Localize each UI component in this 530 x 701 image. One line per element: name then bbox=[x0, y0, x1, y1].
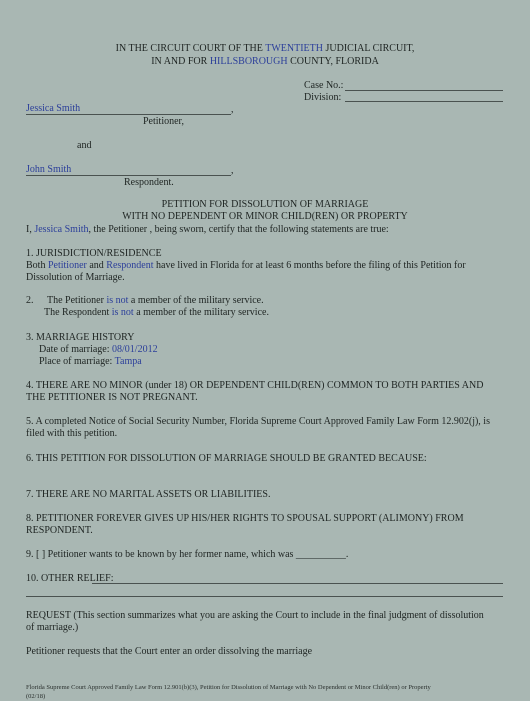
section-5-line2: filed with this petition. bbox=[26, 428, 118, 439]
other-relief-line2 bbox=[26, 596, 503, 597]
section-6-line1: 6. THIS PETITION FOR DISSOLUTION OF MARRIAGE SHOULD BE GRANTED BECAUSE: bbox=[26, 453, 427, 464]
header-text: IN THE CIRCUIT COURT OF THE bbox=[115, 43, 266, 54]
section-3-heading: 3. MARRIAGE HISTORY bbox=[26, 332, 135, 343]
section-1-line1 bbox=[26, 260, 466, 272]
comma: , bbox=[231, 165, 234, 176]
header-text: JUDICIAL CIRCUIT, bbox=[322, 43, 415, 54]
section-8-line1: 8. PETITIONER FOREVER GIVES UP HIS/HER RIGHTS TO SPOUSAL SUPPORT (ALIMONY) FROM bbox=[26, 513, 464, 524]
respondent-name[interactable]: John Smith bbox=[26, 164, 72, 175]
footer-line2: (02/18) bbox=[26, 693, 46, 700]
and-text: and bbox=[77, 140, 92, 151]
header-text: COUNTY, FLORIDA bbox=[287, 56, 379, 67]
comma: , bbox=[231, 104, 234, 115]
s2-text: a member of the military service. bbox=[136, 307, 269, 318]
s2-text: The Respondent bbox=[44, 307, 112, 318]
section-1-heading: 1. JURISDICTION/RESIDENCE bbox=[26, 248, 162, 259]
respondent-military-status[interactable]: is not bbox=[111, 307, 137, 318]
section-2-line2 bbox=[44, 307, 269, 319]
section-10-label: 10. OTHER RELIEF: bbox=[26, 573, 114, 584]
petitioner-line bbox=[26, 114, 231, 115]
s1-text: have lived in Florida for at least 6 months before the filing of this Petition for bbox=[153, 260, 466, 271]
intro-text: I, bbox=[26, 224, 35, 235]
county-value: HILLSBOROUGH bbox=[209, 56, 288, 67]
petitioner-name-inline[interactable]: Jessica Smith bbox=[34, 224, 89, 235]
footer-line1: Florida Supreme Court Approved Family Law Form 12.901(b)(3), Petition for Dissolution of Marriage with No Dependent or Minor Child(ren) or Property bbox=[26, 684, 431, 691]
s1-respondent[interactable]: Respondent bbox=[106, 260, 154, 271]
s2-text: a member of the military service. bbox=[130, 295, 264, 306]
petition-title-line2: WITH NO DEPENDENT OR MINOR CHILD(REN) OR PROPERTY bbox=[122, 211, 408, 222]
petitioner-military-status[interactable]: is not bbox=[106, 295, 131, 306]
request-line3: Petitioner requests that the Court enter an order dissolving the marriage bbox=[26, 646, 313, 657]
header-text: IN AND FOR bbox=[151, 56, 210, 67]
circuit-value: TWENTIETH bbox=[265, 43, 323, 54]
petitioner-label: Petitioner, bbox=[143, 116, 184, 127]
marriage-place-row bbox=[39, 356, 142, 368]
request-line2: of marriage.) bbox=[26, 622, 79, 633]
case-no-label: Case No.: bbox=[304, 80, 344, 91]
section-7-line1: 7. THERE ARE NO MARITAL ASSETS OR LIABILITIES. bbox=[26, 489, 271, 500]
marriage-date-value[interactable]: 08/01/2012 bbox=[112, 344, 158, 355]
court-header-line1 bbox=[0, 43, 530, 55]
case-no-field[interactable] bbox=[345, 90, 503, 91]
section-8-line2: RESPONDENT. bbox=[26, 525, 93, 536]
intro-statement bbox=[26, 224, 389, 236]
division-label: Division: bbox=[304, 92, 342, 103]
marriage-date-label: Date of marriage: bbox=[39, 344, 113, 355]
s1-text: Both bbox=[26, 260, 48, 271]
s1-petitioner[interactable]: Petitioner bbox=[47, 260, 87, 271]
section-4-line2: THE PETITIONER IS NOT PREGNANT. bbox=[26, 392, 198, 403]
section-2-number: 2. bbox=[26, 295, 34, 306]
request-line1: REQUEST (This section summarizes what you are asking the Court to include in the final judgment of dissolution bbox=[26, 610, 484, 621]
marriage-place-label: Place of marriage: bbox=[39, 356, 115, 367]
division-field[interactable] bbox=[345, 101, 503, 102]
section-4-line1: 4. THERE ARE NO MINOR (under 18) OR DEPENDENT CHILD(REN) COMMON TO BOTH PARTIES AND bbox=[26, 380, 484, 391]
section-1-line2: Dissolution of Marriage. bbox=[26, 272, 125, 283]
respondent-label: Respondent. bbox=[124, 177, 174, 188]
petition-title-line1: PETITION FOR DISSOLUTION OF MARRIAGE bbox=[161, 199, 369, 210]
petitioner-name[interactable]: Jessica Smith bbox=[26, 103, 81, 114]
intro-text: , the Petitioner , being sworn, certify that the following statements are true: bbox=[88, 224, 389, 235]
marriage-date-row bbox=[39, 344, 158, 356]
marriage-place-value[interactable]: Tampa bbox=[114, 356, 142, 367]
s1-text: and bbox=[86, 260, 107, 271]
section-2-line1 bbox=[47, 295, 264, 307]
respondent-line bbox=[26, 175, 231, 176]
court-header-line2 bbox=[0, 56, 530, 68]
other-relief-field[interactable] bbox=[92, 583, 503, 584]
section-9-line1: 9. [ ] Petitioner wants to be known by her former name, which was __________. bbox=[26, 549, 349, 560]
section-5-line1: 5. A completed Notice of Social Security Number, Florida Supreme Court Approved Family Law Form 12.902(j), is bbox=[26, 416, 490, 427]
s2-text: The Petitioner bbox=[47, 295, 107, 306]
